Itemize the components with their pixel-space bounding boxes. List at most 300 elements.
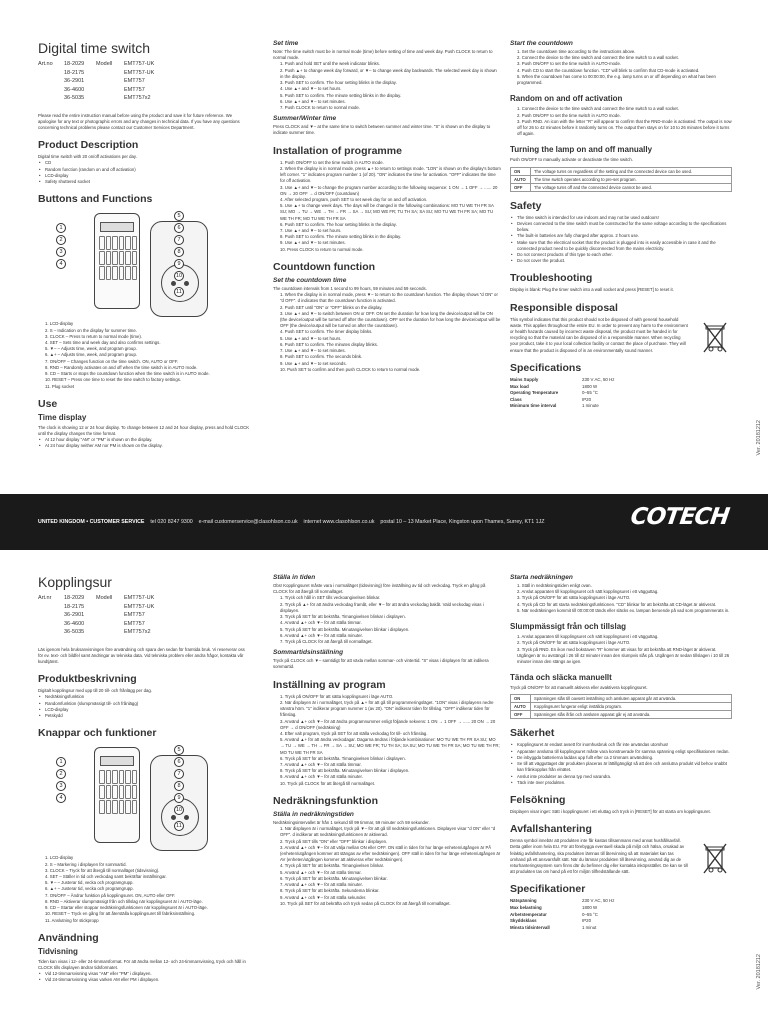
- steps-list: [510, 583, 732, 614]
- list-item: 3. Använd ▲+ och ▼– för att välja mellan ON eller OFF. ON ställ in tiden för hur länge enheten/utgången är PÅ (enheten/utgången kommer att stängas av efter nedräkningen). OFF ställ in tiden för hur länge enheten/utgången är AV (enheten/utgången kommer att aktiveras efter nedräkningen).: [280, 844, 501, 863]
- spec-value: 1 minute: [582, 403, 599, 409]
- steps-list: [510, 106, 732, 137]
- list-item: 6. ▲+ – Adjusts time, week, and program group.: [45, 352, 138, 358]
- list-item: 10. RESET – Tryck en gång för att återställa kopplingsuret till fabriksinställning.: [45, 911, 196, 917]
- table-row: [511, 695, 732, 703]
- list-item: 7. ON/OFF – Ändrar funktion på kopplingsuret. ON, AUTO eller OFF.: [45, 892, 176, 898]
- list-item: 2. Push ON/OFF to set the time switch in AUTO mode.: [517, 112, 621, 118]
- band-tel: tel 020 8247 9300: [150, 519, 193, 525]
- list-item: • Safety shuttered socket: [38, 179, 250, 185]
- paragraph: Press CLOCK and ▼– at the same time to switch between summer and winter time. "S" is shown on the display to indicate summer time.: [273, 124, 491, 136]
- section-heading: Specifications: [510, 361, 582, 374]
- list-item: • Petskydd: [38, 713, 250, 719]
- section-heading: Säkerhet: [510, 727, 555, 740]
- list-item: 5. ▼– – Justerar tid, vecka och programgrupp.: [45, 880, 134, 886]
- list-item: • Vid 24-timmarsvisning visas varken AM eller PM i displayen.: [38, 977, 250, 983]
- page-title: Digital time switch: [38, 40, 151, 56]
- list-item: 3. Push SET to confirm. The hour setting blinks in the display.: [280, 80, 397, 86]
- table-cell: ON: [511, 167, 531, 175]
- list-item: 1. Connect the device to the time switch and connect the time switch to a wall socket.: [517, 106, 679, 112]
- weee-bin-icon: [702, 321, 728, 355]
- callout-2: 2: [56, 769, 66, 779]
- spec-value: 0–55 °C: [582, 390, 598, 396]
- article-numbers: [38, 594, 250, 637]
- list-item: 1. LCD-display: [45, 855, 74, 861]
- sub-heading: Sommartidsinställning: [273, 649, 344, 657]
- list-item: • At 12 hour display "AM" or "PM" is shown on the display.: [38, 437, 250, 443]
- column-3: [510, 534, 732, 1024]
- sub-heading: Start the countdown: [510, 40, 573, 47]
- list-item: 3. CLOCK – Tryck för att återgå till normalläget (tidsvisning).: [45, 867, 160, 873]
- section-heading: Tända och släcka manuellt: [510, 673, 612, 683]
- art-no: 36-4600: [64, 620, 85, 627]
- list-item: • The built-in batteries are fully charged after approx. 2 hours use.: [510, 233, 732, 239]
- list-item: • Kopplingsuret är endast avsett för inomhusbruk och får inte användas utomhus!: [510, 742, 732, 748]
- list-item: • LCD-display: [38, 173, 250, 179]
- model-label: Modell: [96, 61, 113, 67]
- paragraph: Digital time switch with 20 on/off activations per day.: [38, 154, 137, 160]
- column-3: [510, 0, 732, 490]
- callout-8: 8: [174, 247, 184, 257]
- callout-11: 11: [174, 287, 184, 297]
- art-no: 18-2029: [64, 61, 85, 67]
- model-no: EMT757-UK: [124, 603, 155, 610]
- section-heading: Countdown function: [273, 260, 376, 273]
- disposal-block: [510, 838, 732, 875]
- list-item: 2. Push SET until "ON" or "OFF" blinks on the display.: [280, 304, 383, 310]
- steps-list: [273, 160, 501, 253]
- list-item: 3. Använd ▲+ och ▼– för att ändra programnummer enligt följande sekvens: 1 ON → 1 OFF → ...... 20 ON → 20 OFF → d ON/OFF (nedräkning): [280, 718, 496, 730]
- list-item: 7. Use ▲+ and ▼– to set minutes.: [280, 348, 346, 354]
- list-item: 9. CD – Startar eller stoppar nedräkningsfunktionen när kopplingsuret är i AUTO-läge.: [45, 905, 208, 911]
- note: Obs! Kopplingsuret måste vara i normalläget (tidsvisning) före inställning av tid och veckodag. Tryck en gång på CLOCK för att återgå till normalläget.: [273, 583, 486, 595]
- paragraph: Display is blank: Plug the timer switch into a wall socket and press [RESET] to reset it.: [510, 287, 674, 293]
- list-item: 1. Set the countdown time according to the instructions above.: [517, 49, 636, 54]
- spec-table: [510, 898, 732, 931]
- spec-value: IP20: [582, 396, 592, 402]
- list-item: 6. Använd ▲+ och ▼– för att ställa minuter.: [280, 632, 363, 638]
- list-item: • Do not connect products of this type to each other.: [510, 252, 732, 258]
- list-item: • Devices connected to the time switch must be constructed for the same voltage according to the specifications below.: [510, 221, 732, 233]
- paragraph: Push ON/OFF to manually activate or deactivate the time switch.: [510, 157, 633, 163]
- sub-heading: Set time: [273, 40, 299, 47]
- callout-9: 9: [174, 259, 184, 269]
- list-item: 1. Tryck och håll in SET tills veckoangivelsen blinkar.: [280, 595, 381, 601]
- version-label: Ver. 20181212: [756, 954, 762, 990]
- function-list: [38, 855, 250, 923]
- section-heading: Knappar och funktioner: [38, 727, 157, 740]
- table-cell: Spänningen slås till oavsett inställning och ansluten apparat går att använda.: [531, 695, 732, 703]
- spec-value: 230 V AC, 50 Hz: [582, 376, 615, 382]
- desc-list: [38, 694, 250, 719]
- mode-table: [510, 694, 732, 719]
- list-item: 8. Push SET to confirm. The seconds blink.: [280, 354, 363, 360]
- list-item: • CD: [38, 160, 250, 166]
- sub-heading: Ställa in tiden: [273, 574, 316, 581]
- band-email[interactable]: e-mail customerservice@clasohlson.co.uk: [198, 519, 298, 525]
- column-1: [38, 534, 250, 1024]
- list-item: 10. Tryck på SET för att bekräfta och tryck sedan på CLOCK för att återgå till normalläget.: [280, 900, 451, 906]
- logo-text: COTECH: [628, 504, 731, 530]
- list-item: 1. Push ON/OFF to set the time switch in AUTO mode.: [280, 159, 384, 165]
- english-manual: [0, 0, 768, 490]
- product-diagram: [38, 743, 250, 855]
- list-item: 6. ▲+ – Justerar tid, vecka och programgrupp.: [45, 886, 134, 892]
- list-item: 6. Use ▲+ and ▼– to set minutes.: [280, 98, 346, 104]
- table-row: [511, 175, 732, 183]
- list-item: 5. Tryck på SET för att bekräfta. Minutangivelsen blinkar i displayen.: [280, 626, 410, 632]
- list-item: 5. När nedräkningen kommit till 00:00:00 tänds eller släcks ex. lampan beroende på vad som programmerats in.: [517, 607, 730, 613]
- list-item: 3. Push RND. An icon with the letter "R" will appear to confirm that the RND-mode is activated. The output is now off for 26 to 42 minutes before it randomly turns on. The output then stays on for 10 to 26 minutes before it turns off again.: [517, 118, 732, 137]
- art-label: Art.nr: [38, 595, 52, 601]
- spec-key: Operating Temperature: [510, 390, 559, 396]
- list-item: 5. Use ▲+ and ▼– to set hours.: [280, 335, 342, 341]
- paragraph: Tiden kan visas i 12- eller 24-timmarsformat. För att ändra mellan 12- och 24-timmarsvisning, tryck och håll in CLOCK tills displayen ändrar tidsformatet.: [38, 958, 246, 970]
- art-no: 36-2901: [64, 612, 85, 619]
- list-item: 3. Push ON/OFF to set the time switch in AUTO-mode.: [517, 61, 622, 67]
- time-list: [38, 437, 250, 449]
- list-item: • Se till att vägguttaget där produkten placeras är lättillgängligt så att den och anslutna produkt vid behov snabbt kan frånkopplas från elnätet.: [510, 761, 732, 773]
- list-item: 3. Tryck på SET för att bekräfta. Timangivelsen blinkar i displayen.: [280, 614, 406, 620]
- model-label: Modell: [96, 595, 113, 601]
- table-cell: AUTO: [511, 175, 531, 183]
- version-label: Ver. 20181212: [756, 420, 762, 456]
- list-item: 9. Använd ▲+ och ▼– för att ställa sekunder.: [280, 894, 367, 900]
- list-item: • Randomfunktion (slumpmässigt till- och frånlägg): [38, 701, 250, 707]
- callout-5: 5: [174, 745, 184, 755]
- table-cell: Kopplingsuret fungerar enligt inställda program.: [531, 703, 732, 711]
- section-heading: Nedräkningsfunktion: [273, 794, 379, 807]
- list-item: 6. Tryck på SET för att bekräfta. Minutangivelsen blinkar.: [280, 875, 388, 881]
- callout-3: 3: [56, 247, 66, 257]
- list-item: 5. Use ▲+ to change week days. The days will be changed in the following combinations: MO TU WE TH FR SA SU; MO → TU → WE → TH → FR → SA → SU; MO WE FR; TU TH SA; SA SU; MO TU WE TH FR SA; MO TU WE TH FR; MO TU WE TH FR SA: [280, 203, 494, 221]
- steps-list: [273, 826, 501, 907]
- note: Note: The time switch must be in normal mode (time) before setting of time and week day. Push CLOCK to return to normal mode.: [273, 49, 493, 61]
- sub-heading: Summer/Winter time: [273, 115, 337, 123]
- list-item: • Nedräkningsfunktion: [38, 694, 250, 700]
- sub-heading: Tidvisning: [38, 946, 78, 956]
- list-item: 1. När displayen är i normalläget, tryck på ▼– för att gå till nedräkningsfunktionen. Displayen visar "d ON" eller "d OFF". d indikerar att nedräkningsfunktionen är aktiverad.: [280, 826, 496, 838]
- section-heading: Random on and off activation: [510, 94, 623, 104]
- contact-line: [38, 519, 544, 525]
- paragraph: Nedräkningsintervallet är från 1 sekund till 99 timmar, 59 minuter och 59 sekunder.: [273, 819, 430, 825]
- section-heading: Användning: [38, 931, 99, 944]
- steps-list: [510, 634, 732, 665]
- list-item: 2. When the display is in normal mode, press ▲+ to return to settings mode. "1ON" is shown on the display's bottom left corner. "1" indicates program number 1 (of 20). "ON" indicates the time for activation. "OFF" indicates the time for off activation.: [280, 165, 501, 184]
- spec-key: Minsta tidsintervall: [510, 924, 550, 930]
- section-heading: Slumpmässigt från och tillslag: [510, 622, 627, 632]
- list-item: • Apparater anslutna till kopplingsuret måste vara konstruerade för samma spänning enligt specifikationen nedan.: [510, 749, 732, 755]
- page-title: Kopplingsur: [38, 574, 112, 590]
- list-item: 4. Tryck på SET för att bekräfta. Timangivelsen blinkar.: [280, 863, 385, 869]
- list-item: 9. Use ▲+ and ▼– to set seconds.: [280, 360, 347, 366]
- list-item: 1. LCD-display: [45, 321, 74, 327]
- list-item: 2. Tryck på ▲+ för att ändra veckodag framåt, eller ▼– för att ändra veckodag bakåt. Vald veckodag visas i displayen.: [280, 601, 484, 613]
- paragraph: Tryck på ON/OFF för att manuellt aktivera eller avaktivera kopplingsuret.: [510, 685, 648, 691]
- sub-heading: Time display: [38, 412, 87, 422]
- swedish-manual: [0, 534, 768, 1024]
- list-item: 7. Tryck på CLOCK för att återgå till normalläget.: [280, 638, 373, 644]
- function-list: [38, 321, 250, 389]
- model-no: EMT757x2: [124, 95, 151, 102]
- spec-key: Max belastning: [510, 905, 542, 911]
- art-no: 36-5035: [64, 629, 85, 636]
- table-cell: The time switch operates according to pre-set program.: [531, 175, 732, 183]
- list-item: 1. Tryck på ON/OFF för att sätta kopplingsuret i läge AUTO.: [280, 693, 394, 699]
- model-no: EMT757: [124, 86, 145, 93]
- callout-2: 2: [56, 235, 66, 245]
- list-item: 2. S – Indication on the display for summer time.: [45, 327, 137, 333]
- list-item: 6. Push SET to confirm. The hour setting blinks in the display.: [280, 221, 397, 227]
- section-heading: Use: [38, 397, 58, 410]
- callout-6: 6: [174, 223, 184, 233]
- list-item: 4. Use ▲+ and ▼– to set hours.: [280, 86, 342, 92]
- list-item: 10. Press CLOCK to return to normal mode.: [280, 246, 364, 252]
- section-heading: Felsökning: [510, 793, 566, 806]
- table-cell: ON: [511, 695, 531, 703]
- list-item: 4. Efter valt program, tryck på SET för att ställa veckodag för till- och frånslag.: [280, 730, 428, 736]
- program-pins: [99, 770, 137, 814]
- article-numbers: [38, 60, 250, 103]
- list-item: 2. S – Markering i displayen för sommartid.: [45, 861, 127, 867]
- disposal-block: [510, 317, 732, 354]
- list-item: 9. Use ▲+ and ▼– to set minutes.: [280, 240, 346, 246]
- art-no: 36-5035: [64, 95, 85, 102]
- safety-list: [510, 215, 732, 265]
- callout-8: 8: [174, 781, 184, 791]
- list-item: 3. Use ▲+ and ▼– to switch between ON or OFF. ON set the duration for how long the device/output will be ON (the device/output will be turned off after the countdown). OFF set the duration for how long the device/output will be OFF (the device/output will be turned on after the countdown).: [280, 310, 501, 329]
- list-item: 4. SET – Sets time and week day and also confirms settings.: [45, 339, 161, 345]
- list-item: 7. Use ▲+ and ▼– to set hours.: [280, 228, 342, 234]
- section-heading: Responsible disposal: [510, 301, 618, 314]
- spec-key: Mains Supply: [510, 376, 539, 382]
- callout-4: 4: [56, 259, 66, 269]
- list-item: 5. Push SET to confirm. The minute setting blinks in the display.: [280, 92, 402, 98]
- spec-value: 1800 W: [582, 383, 598, 389]
- paragraph: Displayen visar inget: Sätt i kopplingsuret i ett eluttag och tryck in [RESET] för att starta om kopplingsuret.: [510, 808, 711, 814]
- column-2: [273, 0, 501, 490]
- model-no: EMT757-UK: [124, 61, 155, 67]
- list-item: 2. När displayen är i normalläget, tryck på ▲+ för att gå till programmeringsläget. "1ON" visas i displayens nedre vänstra hörn. "1" indikerar program nummer 1 (av 20). "ON" indikerar tiden för tillslag. "OFF" indikerar tiden för frånslag.: [280, 699, 494, 718]
- spec-value: 1 minut: [582, 924, 597, 930]
- list-item: • Anslut inte produkter av denna typ med varandra.: [510, 774, 732, 780]
- column-2: [273, 534, 501, 1024]
- callout-7: 7: [174, 235, 184, 245]
- model-no: EMT757: [124, 612, 145, 619]
- list-item: • Make sure that the electrical socket that the product is plugged into is easily accessible in case it and the connected product need to be quickly disconnected from the mains electricity.: [510, 240, 732, 252]
- list-item: 2. Tryck på ON/OFF för att sätta kopplingsuret i läge AUTO.: [517, 640, 631, 646]
- steps-list: [510, 49, 732, 86]
- table-cell: Spänningen slås ifrån och ansluten apparat går ej att använda.: [531, 711, 732, 719]
- list-item: 10. Tryck på CLOCK för att återgå till normalläget.: [280, 780, 376, 786]
- list-item: 5. Använd ▲+ och ▼– för att ställa timmar.: [280, 869, 362, 875]
- list-item: • Vid 12-timmarsvisning visas "AM" eller "PM" i displayen.: [38, 971, 250, 977]
- model-no: EMT757-UK: [124, 595, 155, 601]
- list-item: 4. Push SET to confirm. The timer display blinks.: [280, 329, 373, 335]
- time-list: [38, 971, 250, 983]
- list-item: 9. Använd ▲+ och ▼– för att ställa minuter.: [280, 774, 363, 780]
- timer-display-unit: [94, 747, 140, 843]
- spec-key: Minimum time interval: [510, 403, 557, 409]
- model-no: EMT757: [124, 78, 145, 85]
- list-item: 10. Push SET to confirm and then push CLOCK to return to normal mode.: [280, 366, 421, 372]
- band-internet[interactable]: internet www.clasohlson.co.uk: [303, 519, 375, 525]
- steps-list: [273, 694, 501, 787]
- column-1: [38, 0, 250, 490]
- list-item: 3. Tryck på RND. En ikon med bokstaven "R" kommer att visas för att bekräfta att RND-läget är aktiverat. Utgången är nu avstängd i 26 till 42 minuter innan den slumpvis slås på. Utgången är sedan tillslagen i 10 till 26 minuter innan den stängs av igen.: [517, 646, 730, 664]
- list-item: 1. Anslut apparaten till kopplingsuret och sätt kopplingsuret i ett vägguttag.: [517, 634, 659, 640]
- art-no: 18-2175: [64, 603, 85, 610]
- table-row: [511, 167, 732, 175]
- timer-display-unit: [94, 213, 140, 309]
- paragraph: The countdown intervals from 1 second to 99 hours, 59 minutes and 59 seconds.: [273, 285, 427, 291]
- intro-text: Please read the entire instruction manual before using the product and save it for future reference. We apologise for any text or photographic errors and any changes in technical data. If you have any questions concerning technical problems please contact our Customer Services Department.: [38, 112, 240, 131]
- list-item: • Täck inte över produkten.: [510, 780, 732, 786]
- spec-key: Skyddsklass: [510, 918, 537, 924]
- list-item: 5. Använd ▲+ för att ändra veckodagar. Dagarna ändras i följande kombinationer: MO TU WE TH FR SA SU; MO → TU → WE → TH → FR → SA → SU; MO WE FR; TU TH SA; SA SU; MO TU WE TH FR SA; MO TU WE TH FR; MO TU WE TH FR SA: [280, 737, 500, 755]
- list-item: 3. Tryck på ON/OFF för att sätta kopplingsuret i läge AUTO.: [517, 595, 631, 601]
- model-no: EMT757x2: [124, 629, 151, 636]
- list-item: 2. Connect the device to the time switch and connect the time switch to a wall socket.: [517, 55, 679, 61]
- spec-key: Class: [510, 396, 522, 402]
- spec-value: 0–55 °C: [582, 911, 598, 917]
- list-item: 4. Använd ▲+ och ▼– för att ställa timmar.: [280, 620, 362, 626]
- list-item: 1. Push and hold SET until the week indicator blinks.: [280, 61, 381, 67]
- list-item: 8. Tryck på SET för att bekräfta. Minutangivelsen blinkar i displayen.: [280, 768, 410, 774]
- art-label: Art.no: [38, 61, 53, 67]
- section-heading: Inställning av program: [273, 678, 386, 691]
- list-item: • Do not cover the product.: [510, 258, 732, 264]
- sub-heading: Set the countdown time: [273, 276, 347, 284]
- spec-key: Max load: [510, 383, 529, 389]
- table-cell: The voltage turns off and the connected device cannot be used.: [531, 183, 732, 191]
- list-item: • The time switch is intended for use indoors and may not be used outdoors!: [510, 215, 732, 221]
- table-cell: The voltage turns on regardless of the setting and the connected device can be used.: [531, 167, 732, 175]
- list-item: 3. Use ▲+ and ▼– to change the program number according to the following sequence: 1 ON → 1 OFF → ...... 20 ON → 20 OFF → d ON/OFF (countdown): [280, 184, 498, 196]
- section-heading: Safety: [510, 199, 542, 212]
- sub-heading: Starta nedräkningen: [510, 574, 573, 581]
- spec-table: [510, 377, 732, 410]
- callout-10: 10: [175, 273, 183, 280]
- list-item: 7. Push CLOCK to return to normal mode.: [280, 104, 361, 110]
- callout-6: 6: [174, 757, 184, 767]
- table-cell: AUTO: [511, 703, 531, 711]
- callout-4: 4: [56, 793, 66, 803]
- list-item: 10. RESET – Press one time to reset the time switch to factory settings.: [45, 377, 182, 383]
- callout-3: 3: [56, 781, 66, 791]
- list-item: 4. SET – Ställer in tid och veckodag samt bekräftar inställningar.: [45, 873, 167, 879]
- callout-9: 9: [174, 793, 184, 803]
- spec-value: IP20: [582, 918, 592, 924]
- art-no: 36-2901: [64, 78, 85, 85]
- section-heading: Produktbeskrivning: [38, 673, 137, 686]
- list-item: 7. ON/OFF – Changes function on the time switch. ON, AUTO or OFF.: [45, 358, 179, 364]
- weee-bin-icon: [702, 842, 728, 876]
- list-item: 1. Ställ in nedräkningstiden enligt ovan.: [517, 583, 592, 588]
- intro-text: Läs igenom hela bruksanvisningen före användning och spara den sedan för framtida bruk. Vi reserverar oss för ev. text- och bildfel samt ändringar av tekniska data. Vid tekniska problem eller andra frågor, kontakta vår kundtjänst.: [38, 646, 245, 665]
- model-no: EMT757: [124, 620, 145, 627]
- lcd-screen: [100, 756, 134, 766]
- callout-1: 1: [56, 223, 66, 233]
- list-item: 7. Använd ▲+ och ▼– för att ställa minuter.: [280, 882, 363, 888]
- list-item: 2. Push ▲+ to change week day forward, or ▼– to change week day backwards. The selected week day is shown in the display.: [280, 67, 497, 79]
- band-postal: postal 10 – 13 Market Place, Kingston upon Thames, Surrey, KT1 1JZ: [380, 519, 545, 525]
- table-row: [511, 703, 732, 711]
- list-item: 7. Använd ▲+ och ▼– för att ställa timmar.: [280, 762, 362, 768]
- list-item: 11. Anslutning för stickpropp: [45, 917, 99, 923]
- list-item: 3. CLOCK – Press to return to normal mode (time).: [45, 333, 142, 339]
- paragraph: Digitalt kopplingsur med upp till 20 till- och frånlägg per dag.: [38, 688, 152, 694]
- band-label: UNITED KINGDOM • CUSTOMER SERVICE: [38, 519, 145, 525]
- table-row: [511, 711, 732, 719]
- list-item: 2. Anslut apparaten till kopplingsuret och sätt kopplingsuret i ett vägguttag.: [517, 589, 659, 595]
- list-item: 2. Tryck på SET tills "ON" eller "OFF" blinkar i displayen.: [280, 838, 388, 844]
- desc-list: [38, 160, 250, 185]
- program-pins: [99, 236, 137, 280]
- product-diagram: [38, 209, 250, 321]
- paragraph: Denna symbol innebär att produkten inte får kastas tillsammans med annat hushållsavfall. Detta gäller inom hela EU. För att förebygga eventuell skada på miljö och hälsa, orsakad av felaktig avfallshantering, ska produkten lämnas till återvinning så att materialet kan tas omhand på ett ansvarsfullt sätt. När du lämnar produkten till återvinning, använd dig av de returhanteringssystem som finns där du befinner dig eller kontakta inköpsstället. De kan se till att produkten tas om hand på ett för miljön tillfredställande sätt.: [510, 838, 688, 875]
- list-item: 1. When the display is in normal mode, press ▼– to return to the countdown function. The display shows "d ON" or "d OFF". d indicates that the countdown function is activated.: [280, 292, 498, 304]
- callout-5: 5: [174, 211, 184, 221]
- art-no: 18-2029: [64, 595, 85, 601]
- section-heading: Troubleshooting: [510, 272, 593, 285]
- section-heading: Turning the lamp on and off manually: [510, 145, 653, 155]
- list-item: • Random function (random on and off activation): [38, 167, 250, 173]
- table-cell: OFF: [511, 711, 531, 719]
- table-row: [511, 183, 732, 191]
- paragraph: The clock is showing 12 or 24 hour display. To change between 12 and 24 hour display, press and hold CLOCK until the display changes the time format.: [38, 424, 250, 436]
- spec-value: 1800 W: [582, 905, 598, 911]
- list-item: 4. After selected program, push SET to set week day for on and off activation.: [280, 196, 428, 202]
- callout-11: 11: [174, 821, 184, 831]
- list-item: • LCD-display: [38, 707, 250, 713]
- list-item: • De inbyggda batterierna laddas upp fullt efter ca 2 timmars användning.: [510, 755, 732, 761]
- list-item: 4. Push CD to start the countdown function. "CD" will blink to confirm that CD-mode is activated.: [517, 67, 700, 73]
- spec-key: Arbetstemperatur: [510, 911, 547, 917]
- list-item: 4. Tryck på CD för att starta nedräkningsfunktionen. "CD" blinkar för att bekräfta att CD-läget är aktiverat.: [517, 601, 717, 607]
- callout-10: 10: [175, 807, 183, 814]
- safety-list: [510, 742, 732, 786]
- section-heading: Buttons and Functions: [38, 193, 153, 206]
- paragraph: This symbol indicates that this product should not be disposed of with general household waste. This applies throughout the entire EU. In order to prevent any harm to the environment or health hazards caused by incorrect waste disposal, the product must be handed in for recycling so that the material can be disposed of in a responsible manner. When recycling your product, take it to your local collection facility or contact the place of purchase. They will ensure that the product is disposed of in an environmentally sound manner.: [510, 316, 688, 353]
- lcd-screen: [100, 222, 134, 232]
- list-item: 5. ▼– – Adjusts time, week, and program group.: [45, 346, 137, 352]
- paragraph: Tryck på CLOCK och ▼– samtidigt för att växla mellan sommar- och vintertid. "S" visas i displayen för att indikera sommartid.: [273, 658, 489, 670]
- list-item: 9. CD – Starts or stops the countdown function when the time switch is in AUTO mode.: [45, 371, 210, 377]
- steps-list: [273, 292, 501, 373]
- spec-key: Nätspänning: [510, 898, 537, 904]
- list-item: 11. Plug socket: [45, 383, 75, 389]
- section-heading: Product Description: [38, 139, 139, 152]
- model-no: EMT757-UK: [124, 69, 155, 76]
- list-item: 8. Push SET to confirm. The minute setting blinks in the display.: [280, 234, 402, 240]
- list-item: • At 24 hour display neither AM nor PM is shown on the display.: [38, 443, 250, 449]
- spec-value: 230 V AC, 50 Hz: [582, 898, 615, 904]
- sub-heading: Ställa in nedräkningstiden: [273, 810, 354, 818]
- list-item: 6. Push SET to confirm. The minutes display blinks.: [280, 341, 378, 347]
- art-no: 18-2175: [64, 69, 85, 76]
- list-item: 5. When the countdown has come to 00:00:00, the e.g. lamp turns on or off depending on what has been programmed.: [517, 73, 716, 86]
- section-heading: Specifikationer: [510, 883, 586, 896]
- mode-table: [510, 167, 732, 192]
- list-item: 6. Tryck på SET för att bekräfta. Timangivelsen blinkar i displayen.: [280, 755, 406, 761]
- table-cell: OFF: [511, 183, 531, 191]
- list-item: 8. Tryck på SET för att bekräfta. Sekundema blinkar.: [280, 888, 380, 894]
- art-no: 36-4600: [64, 86, 85, 93]
- steps-list: [273, 61, 501, 111]
- section-heading: Installation of programme: [273, 144, 402, 157]
- section-heading: Avfallshantering: [510, 823, 592, 836]
